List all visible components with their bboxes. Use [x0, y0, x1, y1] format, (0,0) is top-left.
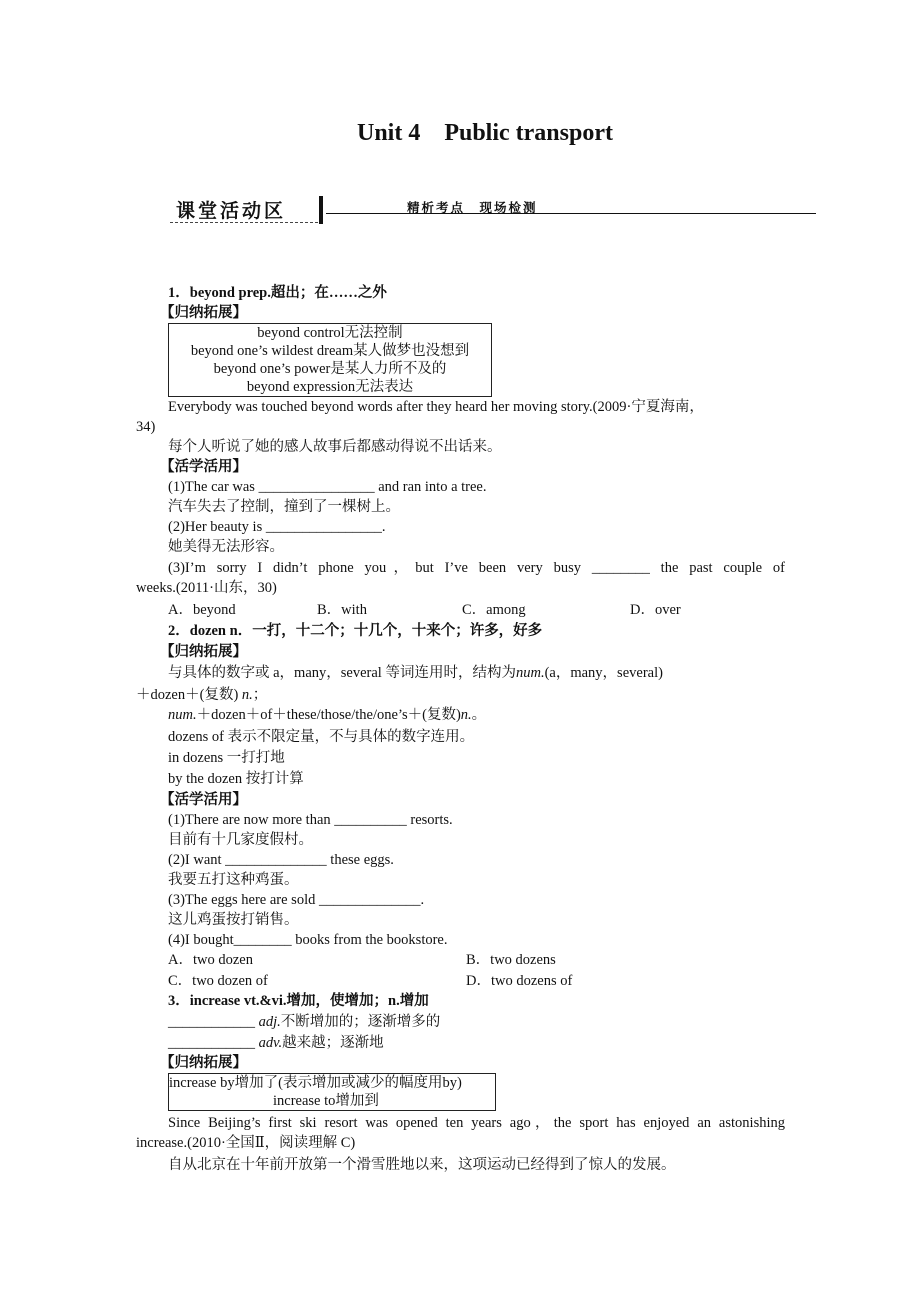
banner-divider-bar [319, 196, 323, 224]
option-c: C．two dozen of [168, 973, 268, 989]
question-3-cont: weeks.(2011·山东，30) [136, 580, 277, 596]
example-sentence-en: Since Beijing’s first ski resort was opened ten years ago，the sport has enjoyed an astonishing [168, 1115, 785, 1131]
derived-word-adv: ____________ adv.越来越；逐渐地 [168, 1035, 384, 1051]
question-3: (3)The eggs here are sold ______________. [168, 892, 425, 908]
question-3-cn: 这儿鸡蛋按打销售。 [168, 912, 299, 928]
option-b: B．with [317, 602, 367, 618]
question-2-cn: 她美得无法形容。 [168, 539, 284, 555]
phrase-box-increase [168, 1073, 496, 1111]
example-sentence-en: Everybody was touched beyond words after they heard her moving story.(2009·宁夏海南， [168, 399, 704, 415]
phrase-line: beyond one’s power是某人力所不及的 [213, 361, 447, 377]
item-1-heading: 1．beyond prep.超出；在……之外 [168, 285, 387, 301]
example-sentence-en-cont: increase.(2010·全国Ⅱ，阅读理解 C) [136, 1135, 356, 1151]
option-d: D．two dozens of [466, 973, 573, 989]
phrase-line: beyond control无法控制 [257, 325, 403, 341]
example-sentence-cn: 自从北京在十年前开放第一个滑雪胜地以来，这项运动已经得到了惊人的发展。 [168, 1157, 676, 1173]
question-2: (2)I want ______________ these eggs. [168, 852, 394, 868]
question-1: (1)There are now more than __________ resorts. [168, 812, 453, 828]
item-2-heading: 2．dozen n．一打，十二个；十几个，十来个；许多，好多 [168, 623, 543, 639]
derived-word-adj: ____________ adj.不断增加的；逐渐增多的 [168, 1014, 441, 1030]
example-sentence-en-cont: 34) [136, 419, 156, 435]
rule-line-2: ＋dozen＋(复数) n.； [136, 687, 268, 703]
phrase-line: beyond expression无法表达 [246, 379, 414, 395]
example-sentence-cn: 每个人听说了她的感人故事后都感动得说不出话来。 [168, 439, 502, 455]
option-d: D．over [630, 602, 681, 618]
banner-rule [326, 213, 816, 214]
summary-tag: 【归纳拓展】 [160, 644, 247, 660]
question-1-cn: 目前有十几家度假村。 [168, 832, 313, 848]
question-1-cn: 汽车失去了控制，撞到了一棵树上。 [168, 499, 400, 515]
item-3-heading: 3．increase vt.&vi.增加，使增加；n.增加 [168, 993, 429, 1009]
section-banner-subtitle: 精析考点 现场检测 [407, 200, 538, 215]
phrase-line: increase to增加到 [273, 1093, 379, 1109]
question-4: (4)I bought________ books from the bookstore. [168, 932, 448, 948]
phrase-line: beyond one’s wildest dream某人做梦也没想到 [190, 343, 470, 359]
section-banner-label: 课堂活动区 [176, 200, 287, 222]
question-2-cn: 我要五打这种鸡蛋。 [168, 872, 299, 888]
practice-tag: 【活学活用】 [160, 792, 247, 808]
option-c: C．among [462, 602, 526, 618]
rule-line-3: num.＋dozen＋of＋these/those/the/one’s＋(复数)n.。 [168, 707, 487, 723]
summary-tag: 【归纳拓展】 [160, 305, 247, 321]
phrase-line: increase by增加了(表示增加或减少的幅度用by) [169, 1075, 462, 1091]
option-a: A．two dozen [168, 952, 253, 968]
question-3: (3)I’m sorry I didn’t phone you，but I’ve been very busy ________ the past couple of [168, 560, 785, 576]
practice-tag: 【活学活用】 [160, 459, 247, 475]
phrase-box-beyond [168, 323, 492, 397]
rule-line-6: by the dozen 按打计算 [168, 771, 304, 787]
rule-line-4: dozens of 表示不限定量，不与具体的数字连用。 [168, 729, 475, 745]
summary-tag: 【归纳拓展】 [160, 1055, 247, 1071]
question-2: (2)Her beauty is ________________. [168, 519, 386, 535]
rule-line-5: in dozens 一打打地 [168, 750, 285, 766]
banner-dashed-underline [170, 222, 318, 223]
rule-line-1: 与具体的数字或 a，many，several 等词连用时，结构为num.(a，many，several) [168, 665, 663, 681]
page-title: Unit 4 Public transport [356, 120, 613, 146]
option-a: A．beyond [168, 602, 236, 618]
question-1: (1)The car was ________________ and ran into a tree. [168, 479, 487, 495]
option-b: B．two dozens [466, 952, 556, 968]
